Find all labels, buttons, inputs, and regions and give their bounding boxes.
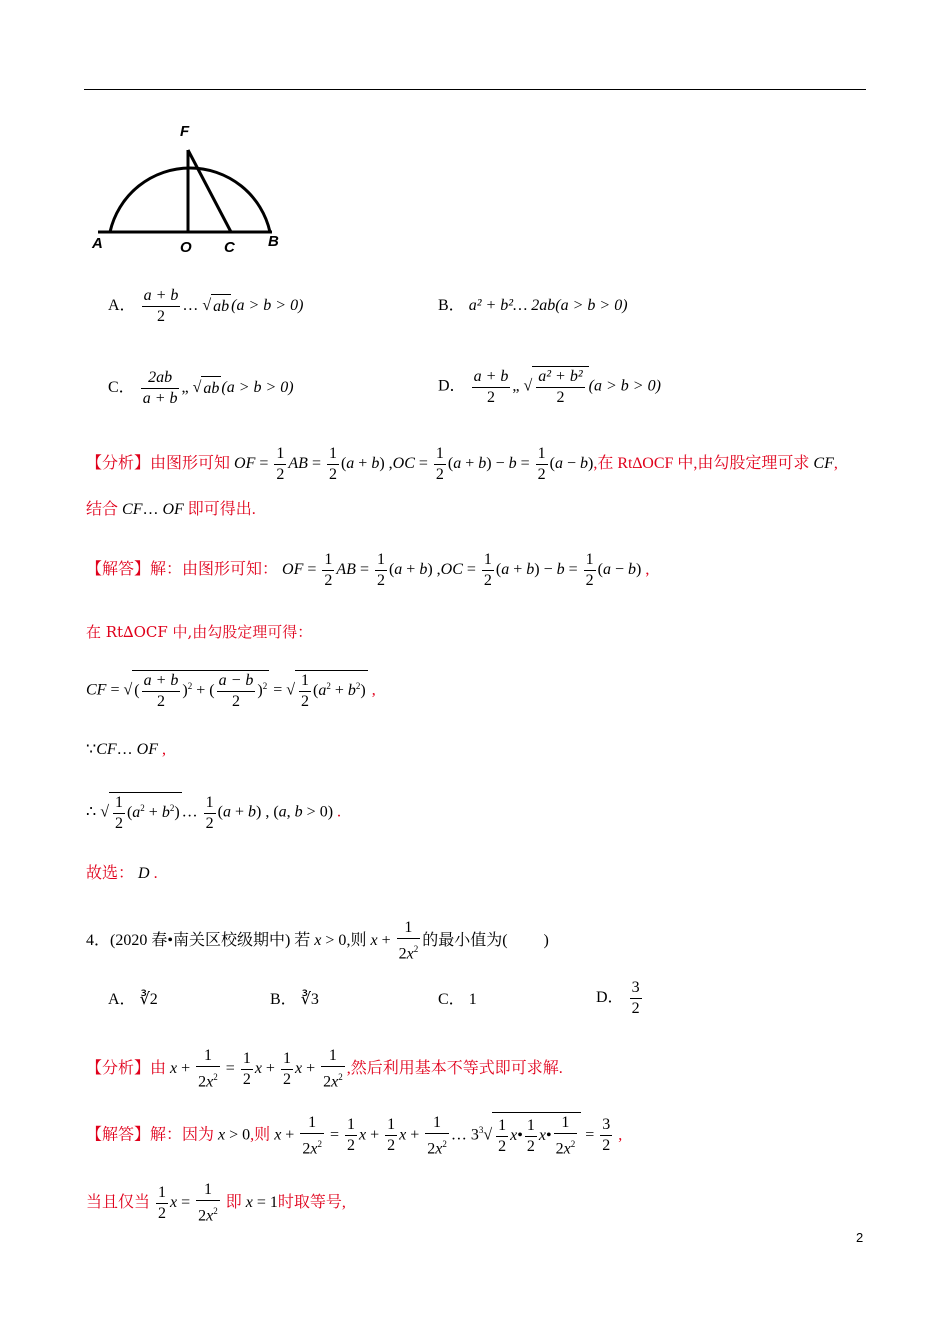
solution-1-because: ∵CF… OF , xyxy=(86,741,166,758)
label-F: F xyxy=(180,123,190,140)
option-a: A． $\frac{a + b}{2}$ … √ ab (a > b > 0) xyxy=(108,287,304,325)
label-C: C xyxy=(224,239,235,256)
question-4-stem: 4．(2020 春•南关区校级期中) 若 x > 0,则 x + $\frac{1}{2x^2}$ 的最小值为( ) xyxy=(86,919,549,963)
q4-option-c: C． 1 xyxy=(438,991,477,1008)
analysis-2: 【分析】由 x + $\frac{1}{2x^2}$ = $\frac{1}{2}$ x + $\frac{1}{2}$ x + $\frac{1}{2x^2}$ ,然后利用基本不等式即可求解. xyxy=(86,1047,563,1091)
solution-1-cf-formula: CF = √ ( $\frac{a + b}{2}$ )$^2$ + ( $\frac{a - b}{2}$ )$^2$ = √ $\frac{1}{2}$ $(a^2 + b^2)$ , xyxy=(86,672,376,710)
header-rule xyxy=(84,89,866,90)
option-d: D． $\frac{a + b}{2}$ „ √ $\frac{\text{a² + b²}}{2}$ (a > b > 0) xyxy=(438,367,661,406)
solution-1-therefore: ∴ √ $\frac{1}{2}$ $(a^2 + b^2)$ … $\frac{1}{2}$ (a + b) , (a, b > 0) . xyxy=(86,793,342,832)
solution-1-choice: 故选： D . xyxy=(86,865,158,882)
semicircle-figure xyxy=(86,118,296,258)
option-c: C． $\frac{2ab}{a + b}$ „ √ ab (a > b > 0) xyxy=(108,369,294,407)
solution-1-line-2: 在 Rt∆OCF 中,由勾股定理可得： xyxy=(86,623,313,641)
q4-option-a: A． ∛2 xyxy=(108,991,158,1008)
q4-option-b: B． ∛3 xyxy=(270,991,319,1008)
page-number: 2 xyxy=(856,1230,864,1245)
label-O: O xyxy=(180,239,192,256)
solution-1-line-1: 【解答】解：由图形可知： OF = $\frac{1}{2}$ AB = $\frac{1}{2}$ (a + b) ,OC = $\frac{1}{2}$ (a + b) − b = $\frac{1}{2}$ (a − b) , xyxy=(86,551,650,589)
final-line: 当且仅当 $\frac{1}{2}$ x = $\frac{1}{2x^2}$ 即 x = 1时取等号, xyxy=(86,1181,346,1225)
analysis-1-line-1: 【分析】由图形可知 OF = $\frac{1}{2}$ AB = $\frac{1}{2}$ (a + b) ,OC = $\frac{1}{2}$ (a + b) − b = $\frac{1}{2}$ (a − b),在 Rt∆OCF 中,由勾股定理可求 CF, xyxy=(86,445,838,483)
q4-option-d: D． $\frac{3}{2}$ xyxy=(596,979,640,1017)
analysis-1-line-2: 结合 CF… OF 即可得出. xyxy=(86,501,256,518)
label-A: A xyxy=(92,235,103,252)
label-B: B xyxy=(268,233,279,250)
solution-2: 【解答】解：因为 x > 0,则 x + $\frac{1}{2x^2}$ = $\frac{1}{2}$ x + $\frac{1}{2}$ x + $\frac{1}{2x^2}$ … $3^3√$ $\frac{1}{2}$ x• $\frac{1}{2}$ x• $\frac{1}{2x^2}$ = $\frac{3}{2}$ , xyxy=(86,1113,623,1158)
option-b: B． a² + b²… 2ab(a > b > 0) xyxy=(438,297,628,314)
